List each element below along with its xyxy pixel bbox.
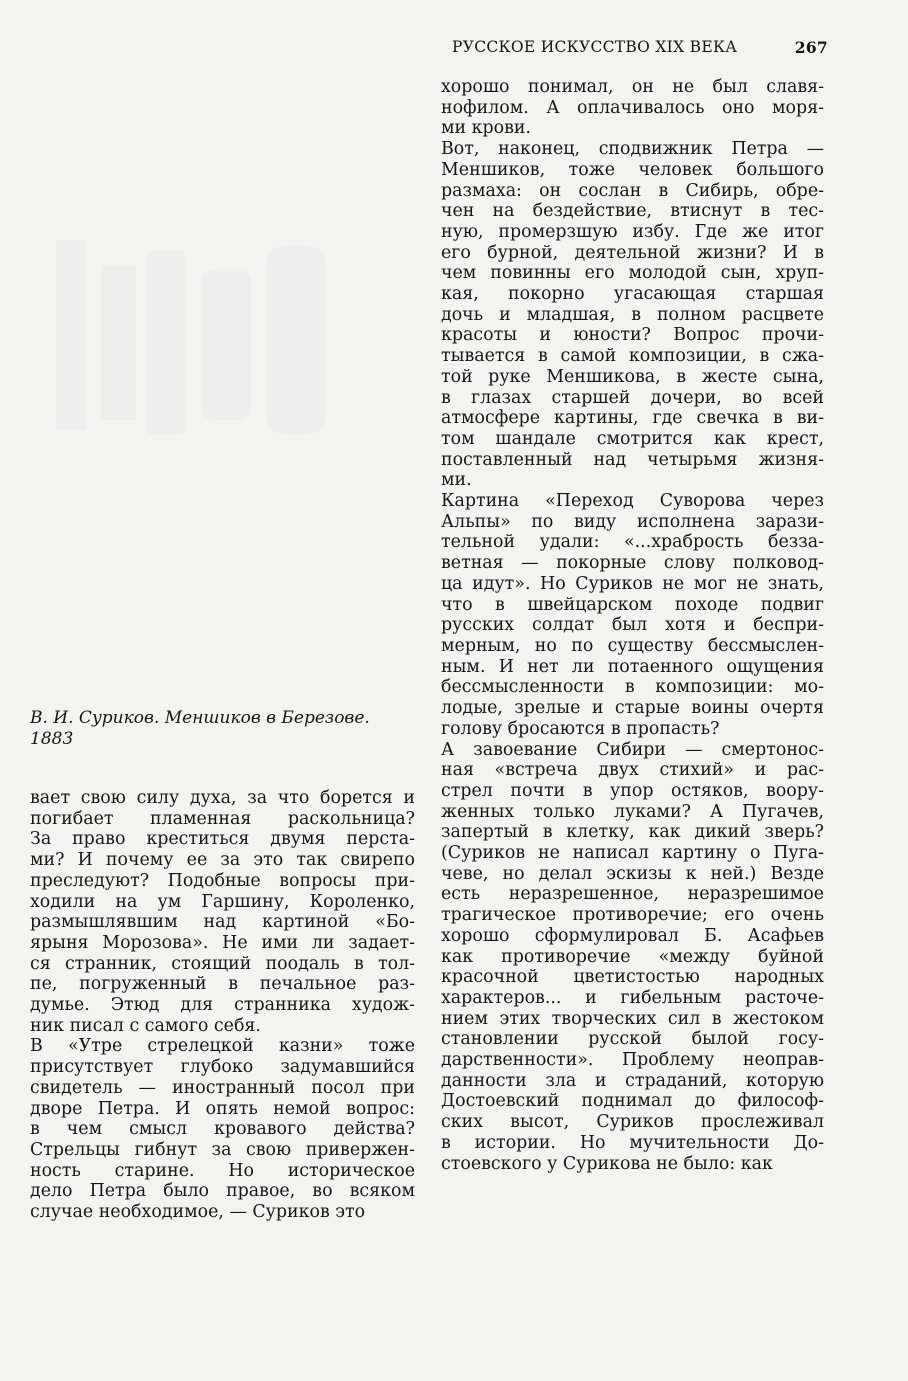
text-line: ным. И нет ли потаенного ощущения: [441, 656, 824, 677]
text-line: дарственности». Проблему неоправ-: [441, 1050, 824, 1071]
text-line: в истории. Но мучительности До-: [441, 1132, 824, 1153]
paragraph: [30, 788, 415, 1036]
text-line: Картина «Переход Суворова через: [441, 491, 824, 512]
paragraph: [441, 139, 824, 491]
text-line: вает свою силу духа, за что борется и: [30, 788, 415, 808]
text-line: ских высот, Суриков прослеживал: [441, 1112, 824, 1133]
running-header-title: РУССКОЕ ИСКУССТВО XIX ВЕКА: [452, 38, 738, 56]
text-line: характеров... и гибельным расточе-: [441, 987, 824, 1008]
text-line: чем повинны его молодой сын, хруп-: [441, 263, 824, 284]
paragraph: [441, 77, 824, 139]
text-line: становлении русской былой госу-: [441, 1029, 824, 1050]
text-line: ярыня Морозова». Не ими ли задает-: [30, 932, 415, 953]
text-line: что в швейцарском походе подвиг: [441, 594, 824, 615]
text-line: бессмысленности в композиции: мо-: [441, 677, 824, 698]
text-line: Достоевский поднимал до философ-: [441, 1091, 824, 1112]
text-line: думье. Этюд для странника худож-: [30, 995, 415, 1016]
figure-caption: [30, 708, 425, 750]
text-line: ную, промерзшую избу. Где же итог: [441, 221, 824, 242]
text-line: его бурной, деятельной жизни? И в: [441, 242, 824, 263]
text-line: пе, погруженный в печальное раз-: [30, 974, 415, 995]
text-line: русских солдат был хотя и беспри-: [441, 615, 824, 636]
text-line: ми? И почему ее за это так свирепо: [30, 850, 415, 871]
caption-line: 1883: [30, 729, 74, 749]
text-line: погибает пламенная раскольница?: [30, 808, 415, 829]
text-line: ность старине. Но историческое: [30, 1160, 415, 1181]
show-through-shape: [101, 265, 136, 420]
text-line: тывается в самой композиции, в сжа-: [441, 346, 824, 367]
left-text-column: [30, 788, 415, 1223]
illustration-placeholder: [26, 80, 418, 700]
text-line: хорошо понимал, он не был славя-: [441, 77, 824, 97]
text-line: стоевского у Сурикова не было: как: [441, 1153, 773, 1174]
text-line: мерным, но по существу бессмыслен-: [441, 635, 824, 656]
text-line: лодые, зрелые и старые воины очертя: [441, 698, 824, 719]
text-line: атмосфере картины, где свечка в ви-: [441, 408, 824, 429]
text-line: Альпы» по виду исполнена зарази-: [441, 511, 824, 532]
text-line: ник писал с самого себя.: [30, 1015, 261, 1036]
paragraph: [30, 1036, 415, 1222]
text-line: в глазах старшей дочери, во всей: [441, 387, 824, 408]
paragraph: [441, 740, 824, 1175]
text-line: в чем смысл кровавого действа?: [30, 1119, 415, 1140]
text-line: Вот, наконец, сподвижник Петра —: [441, 139, 824, 160]
text-line: ная «встреча двух стихий» и рас-: [441, 760, 824, 781]
text-line: красочной цветистостью народных: [441, 967, 824, 988]
text-line: женных только луками? А Пугачев,: [441, 801, 824, 822]
text-line: чен на бездействие, втиснут в тес-: [441, 201, 824, 222]
text-line: ми крови.: [441, 118, 532, 139]
text-line: нием этих творческих сил в жестоком: [441, 1008, 824, 1029]
text-line: запертый в клетку, как дикий зверь?: [441, 822, 824, 843]
text-line: ся странник, стоящий поодаль в тол-: [30, 953, 415, 974]
text-line: За право креститься двумя перста-: [30, 829, 415, 850]
text-line: как противоречие «между буйной: [441, 946, 824, 967]
text-line: ветная — покорные слову полковод-: [441, 553, 824, 574]
show-through-shape: [56, 240, 86, 430]
running-header: [440, 38, 832, 60]
text-line: дочь и младшая, в полном расцвете: [441, 304, 824, 325]
show-through-shape: [201, 270, 251, 420]
text-line: хорошо сформулировал Б. Асафьев: [441, 925, 824, 946]
text-line: дворе Петра. И опять немой вопрос:: [30, 1098, 415, 1119]
text-line: трагическое противоречие; его очень: [441, 905, 824, 926]
text-line: том шандале смотрится как крест,: [441, 428, 824, 449]
text-line: преследуют? Подобные вопросы при-: [30, 870, 415, 891]
text-line: В «Утре стрелецкой казни» тоже: [30, 1036, 415, 1057]
text-line: голову бросаются в пропасть?: [441, 718, 720, 739]
text-line: красоты и юности? Вопрос прочи-: [441, 325, 824, 346]
text-line: Меншиков, тоже человек большого: [441, 159, 824, 180]
show-through-shape: [146, 250, 186, 435]
text-line: есть неразрешенное, неразрешимое: [441, 884, 824, 905]
text-line: ходили на ум Гаршину, Короленко,: [30, 891, 415, 912]
caption-line: В. И. Суриков. Меншиков в Березове.: [30, 708, 370, 728]
text-line: ца идут». Но Суриков не мог не знать,: [441, 573, 824, 594]
text-line: размышлявшим над картиной «Бо-: [30, 912, 415, 933]
text-line: чеве, но делал эскизы к ней.) Везде: [441, 863, 824, 884]
show-through-shape: [266, 245, 326, 435]
text-line: стрел почти в упор остяков, воору-: [441, 780, 824, 801]
page-number: 267: [794, 38, 828, 57]
text-line: свидетель — иностранный посол при: [30, 1077, 415, 1098]
text-line: Стрельцы гибнут за свою привержен-: [30, 1139, 415, 1160]
text-line: поставленный над четырьмя жизня-: [441, 449, 824, 470]
text-line: А завоевание Сибири — смертонос-: [441, 739, 824, 760]
text-line: кая, покорно угасающая старшая: [441, 284, 824, 305]
text-line: дело Петра было правое, во всяком: [30, 1181, 415, 1202]
text-line: присутствует глубоко задумавшийся: [30, 1057, 415, 1078]
text-line: случае необходимое, — Суриков это: [30, 1202, 366, 1223]
paragraph: [441, 491, 824, 739]
right-text-column: [441, 77, 824, 1174]
text-line: размаха: он сослан в Сибирь, обре-: [441, 180, 824, 201]
text-line: ми.: [441, 470, 472, 491]
text-line: данности зла и страданий, которую: [441, 1070, 824, 1091]
text-line: нофилом. А оплачивалось оно моря-: [441, 97, 824, 118]
text-line: (Суриков не написал картину о Пуга-: [441, 843, 824, 864]
text-line: той руке Меншикова, в жесте сына,: [441, 366, 824, 387]
text-line: тельной удали: «...храбрость безза-: [441, 532, 824, 553]
